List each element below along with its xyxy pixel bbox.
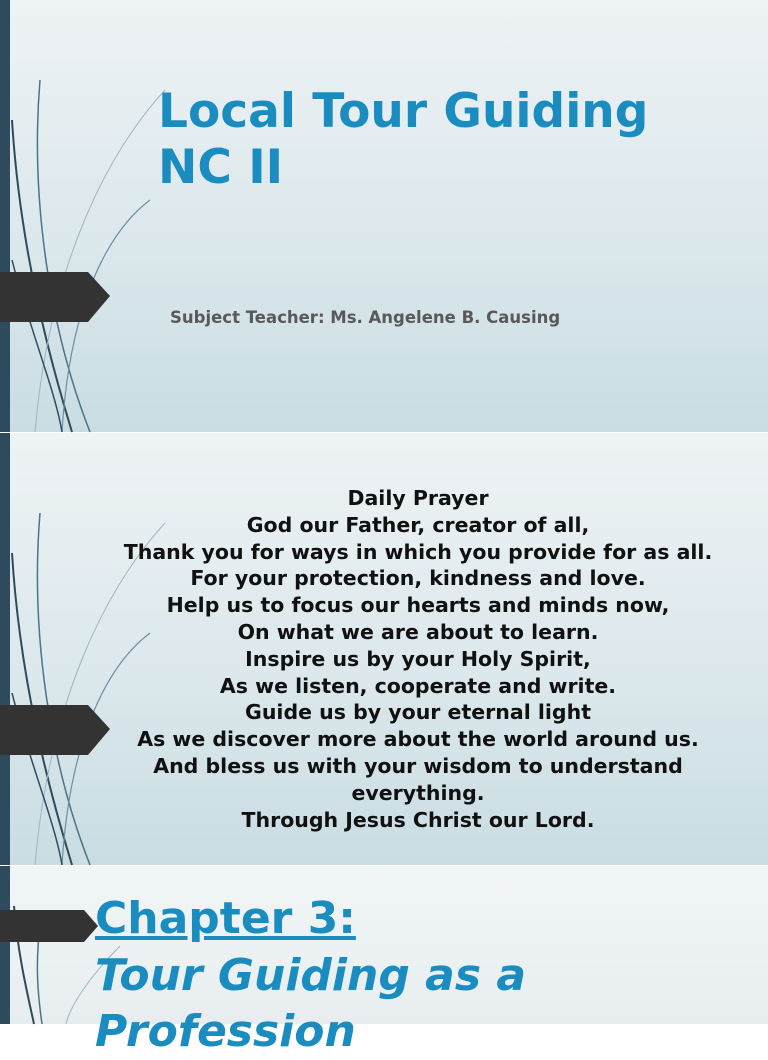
prayer-line: Help us to focus our hearts and minds now, bbox=[166, 593, 670, 618]
prayer-line: God our Father, creator of all, bbox=[246, 512, 590, 537]
prayer-line: On what we are about to learn. bbox=[237, 619, 599, 644]
prayer-line: Through Jesus Christ our Lord. bbox=[241, 807, 595, 832]
prayer-line: Thank you for ways in which you provide for as all. bbox=[123, 539, 713, 564]
prayer-heading: Daily Prayer bbox=[347, 486, 489, 510]
prayer-slide bbox=[0, 433, 768, 865]
arrow-tab-shape bbox=[0, 272, 112, 322]
chapter-number: Chapter 3: bbox=[95, 893, 356, 944]
presentation-title: Local Tour Guiding NC II bbox=[158, 84, 649, 195]
chapter-title: Tour Guiding as a Profession bbox=[95, 950, 527, 1057]
prayer-line: Guide us by your eternal light bbox=[245, 700, 591, 725]
arrow-tab-shape bbox=[0, 705, 112, 755]
prayer-line: As we listen, cooperate and write. bbox=[219, 673, 617, 698]
daily-prayer-text bbox=[120, 485, 716, 833]
prayer-line: Inspire us by your Holy Spirit, bbox=[245, 646, 591, 671]
decorative-curves bbox=[0, 0, 220, 432]
prayer-line: As we discover more about the world around us. bbox=[137, 727, 699, 752]
prayer-line: For your protection, kindness and love. bbox=[190, 566, 646, 591]
arrow-tab-shape bbox=[0, 910, 100, 942]
title-slide bbox=[0, 0, 768, 432]
prayer-line: And bless us with your wisdom to understand everything. bbox=[153, 753, 683, 805]
subject-teacher: Subject Teacher: Ms. Angelene B. Causing bbox=[170, 308, 561, 327]
chapter-slide bbox=[0, 866, 768, 1057]
